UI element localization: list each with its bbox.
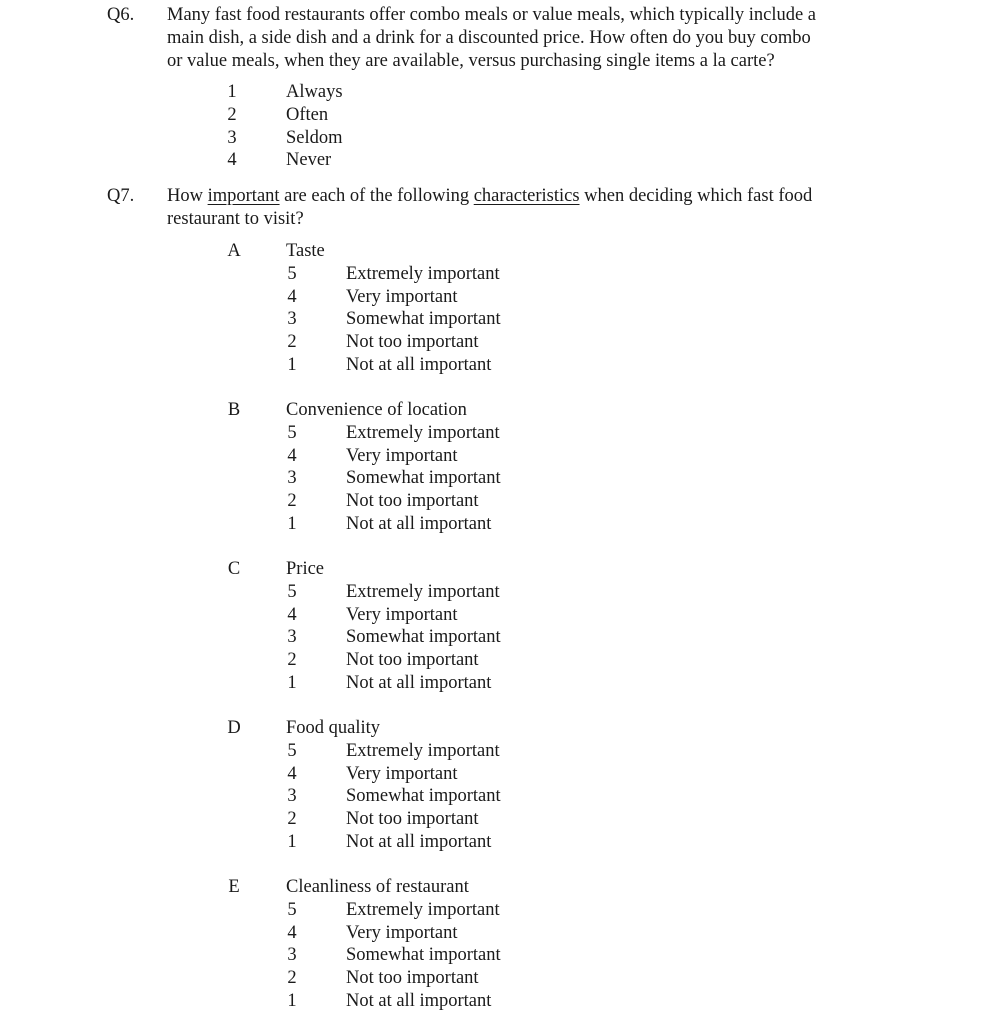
option-code: 3	[227, 127, 237, 148]
scale-code: 4	[287, 922, 297, 943]
scale-code: 5	[287, 422, 297, 443]
scale-label: Extremely important	[346, 263, 500, 284]
scale-label: Very important	[346, 763, 458, 784]
scale-label: Not at all important	[346, 990, 492, 1011]
item-title: Price	[286, 559, 325, 579]
scale-code: 1	[287, 990, 297, 1011]
question-text-line: Many fast food restaurants offer combo meals or value meals, which typically include a	[167, 5, 817, 25]
option-label: Seldom	[286, 127, 343, 148]
question-text-line: restaurant to visit?	[167, 208, 304, 229]
scale-code: 1	[287, 354, 297, 375]
question-text-line: main dish, a side dish and a drink for a discounted price. How often do you buy combo	[167, 27, 811, 48]
scale-code: 4	[287, 445, 297, 466]
option-code: 1	[227, 82, 237, 102]
scale-code: 3	[287, 309, 297, 330]
scale-code: 1	[287, 513, 297, 534]
scale-label: Extremely important	[346, 740, 500, 761]
item-letter: C	[227, 559, 241, 579]
item-letter: A	[227, 241, 241, 261]
scale-label: Somewhat important	[346, 309, 501, 330]
scale-code: 1	[287, 672, 297, 693]
scale-label: Somewhat important	[346, 945, 501, 966]
scale-code: 3	[287, 468, 297, 489]
scale-code: 2	[287, 968, 297, 989]
scale-label: Very important	[346, 604, 458, 625]
option-label: Always	[286, 82, 343, 102]
scale-code: 3	[287, 945, 297, 966]
scale-label: Not too important	[346, 491, 479, 512]
scale-code: 4	[287, 604, 297, 625]
option-code: 2	[227, 104, 237, 125]
question-number: Q6.	[107, 5, 135, 25]
item-letter: E	[228, 877, 240, 897]
item-letter: D	[227, 718, 241, 738]
scale-code: 4	[287, 286, 297, 307]
scale-label: Somewhat important	[346, 786, 501, 807]
item-title: Taste	[286, 241, 325, 261]
underlined-word: characteristics	[473, 186, 580, 206]
question-text	[167, 185, 887, 231]
scale-label: Not too important	[346, 968, 479, 989]
scale-code: 5	[287, 740, 297, 761]
scale-label: Somewhat important	[346, 468, 501, 489]
item-title: Food quality	[286, 718, 381, 738]
scale-code: 3	[287, 786, 297, 807]
question-text-line: or value meals, when they are available, versus purchasing single items a la carte?	[167, 50, 775, 71]
text-run: when deciding which fast food	[579, 186, 813, 206]
scale-label: Very important	[346, 286, 458, 307]
underlined-word: important	[207, 186, 280, 206]
item-title: Cleanliness of restaurant	[286, 877, 469, 897]
scale-code: 2	[287, 650, 297, 671]
scale-label: Not at all important	[346, 513, 492, 534]
scale-label: Very important	[346, 922, 458, 943]
option-label: Often	[286, 104, 329, 125]
scale-code: 5	[287, 581, 297, 602]
scale-label: Extremely important	[346, 422, 500, 443]
text-run: How	[167, 186, 208, 206]
scale-code: 1	[287, 831, 297, 852]
question-text	[167, 4, 887, 72]
scale-code: 3	[287, 627, 297, 648]
scale-code: 5	[287, 899, 297, 920]
option-code: 4	[227, 150, 237, 171]
scale-label: Not at all important	[346, 354, 492, 375]
scale-code: 2	[287, 332, 297, 353]
scale-label: Extremely important	[346, 899, 500, 920]
scale-label: Not at all important	[346, 831, 492, 852]
scale-label: Not at all important	[346, 672, 492, 693]
item-letter: B	[227, 400, 241, 420]
item-title: Convenience of location	[286, 400, 467, 420]
scale-code: 2	[287, 491, 297, 512]
scale-code: 5	[287, 263, 297, 284]
scale-label: Not too important	[346, 332, 479, 353]
scale-code: 2	[287, 809, 297, 830]
question-number: Q7.	[107, 186, 135, 206]
question-text-line	[167, 185, 887, 208]
scale-code: 4	[287, 763, 297, 784]
text-run: are each of the following	[279, 186, 474, 206]
scale-label: Very important	[346, 445, 458, 466]
option-label: Never	[286, 150, 332, 171]
scale-label: Extremely important	[346, 581, 500, 602]
scale-label: Somewhat important	[346, 627, 501, 648]
scale-label: Not too important	[346, 809, 479, 830]
scale-label: Not too important	[346, 650, 479, 671]
